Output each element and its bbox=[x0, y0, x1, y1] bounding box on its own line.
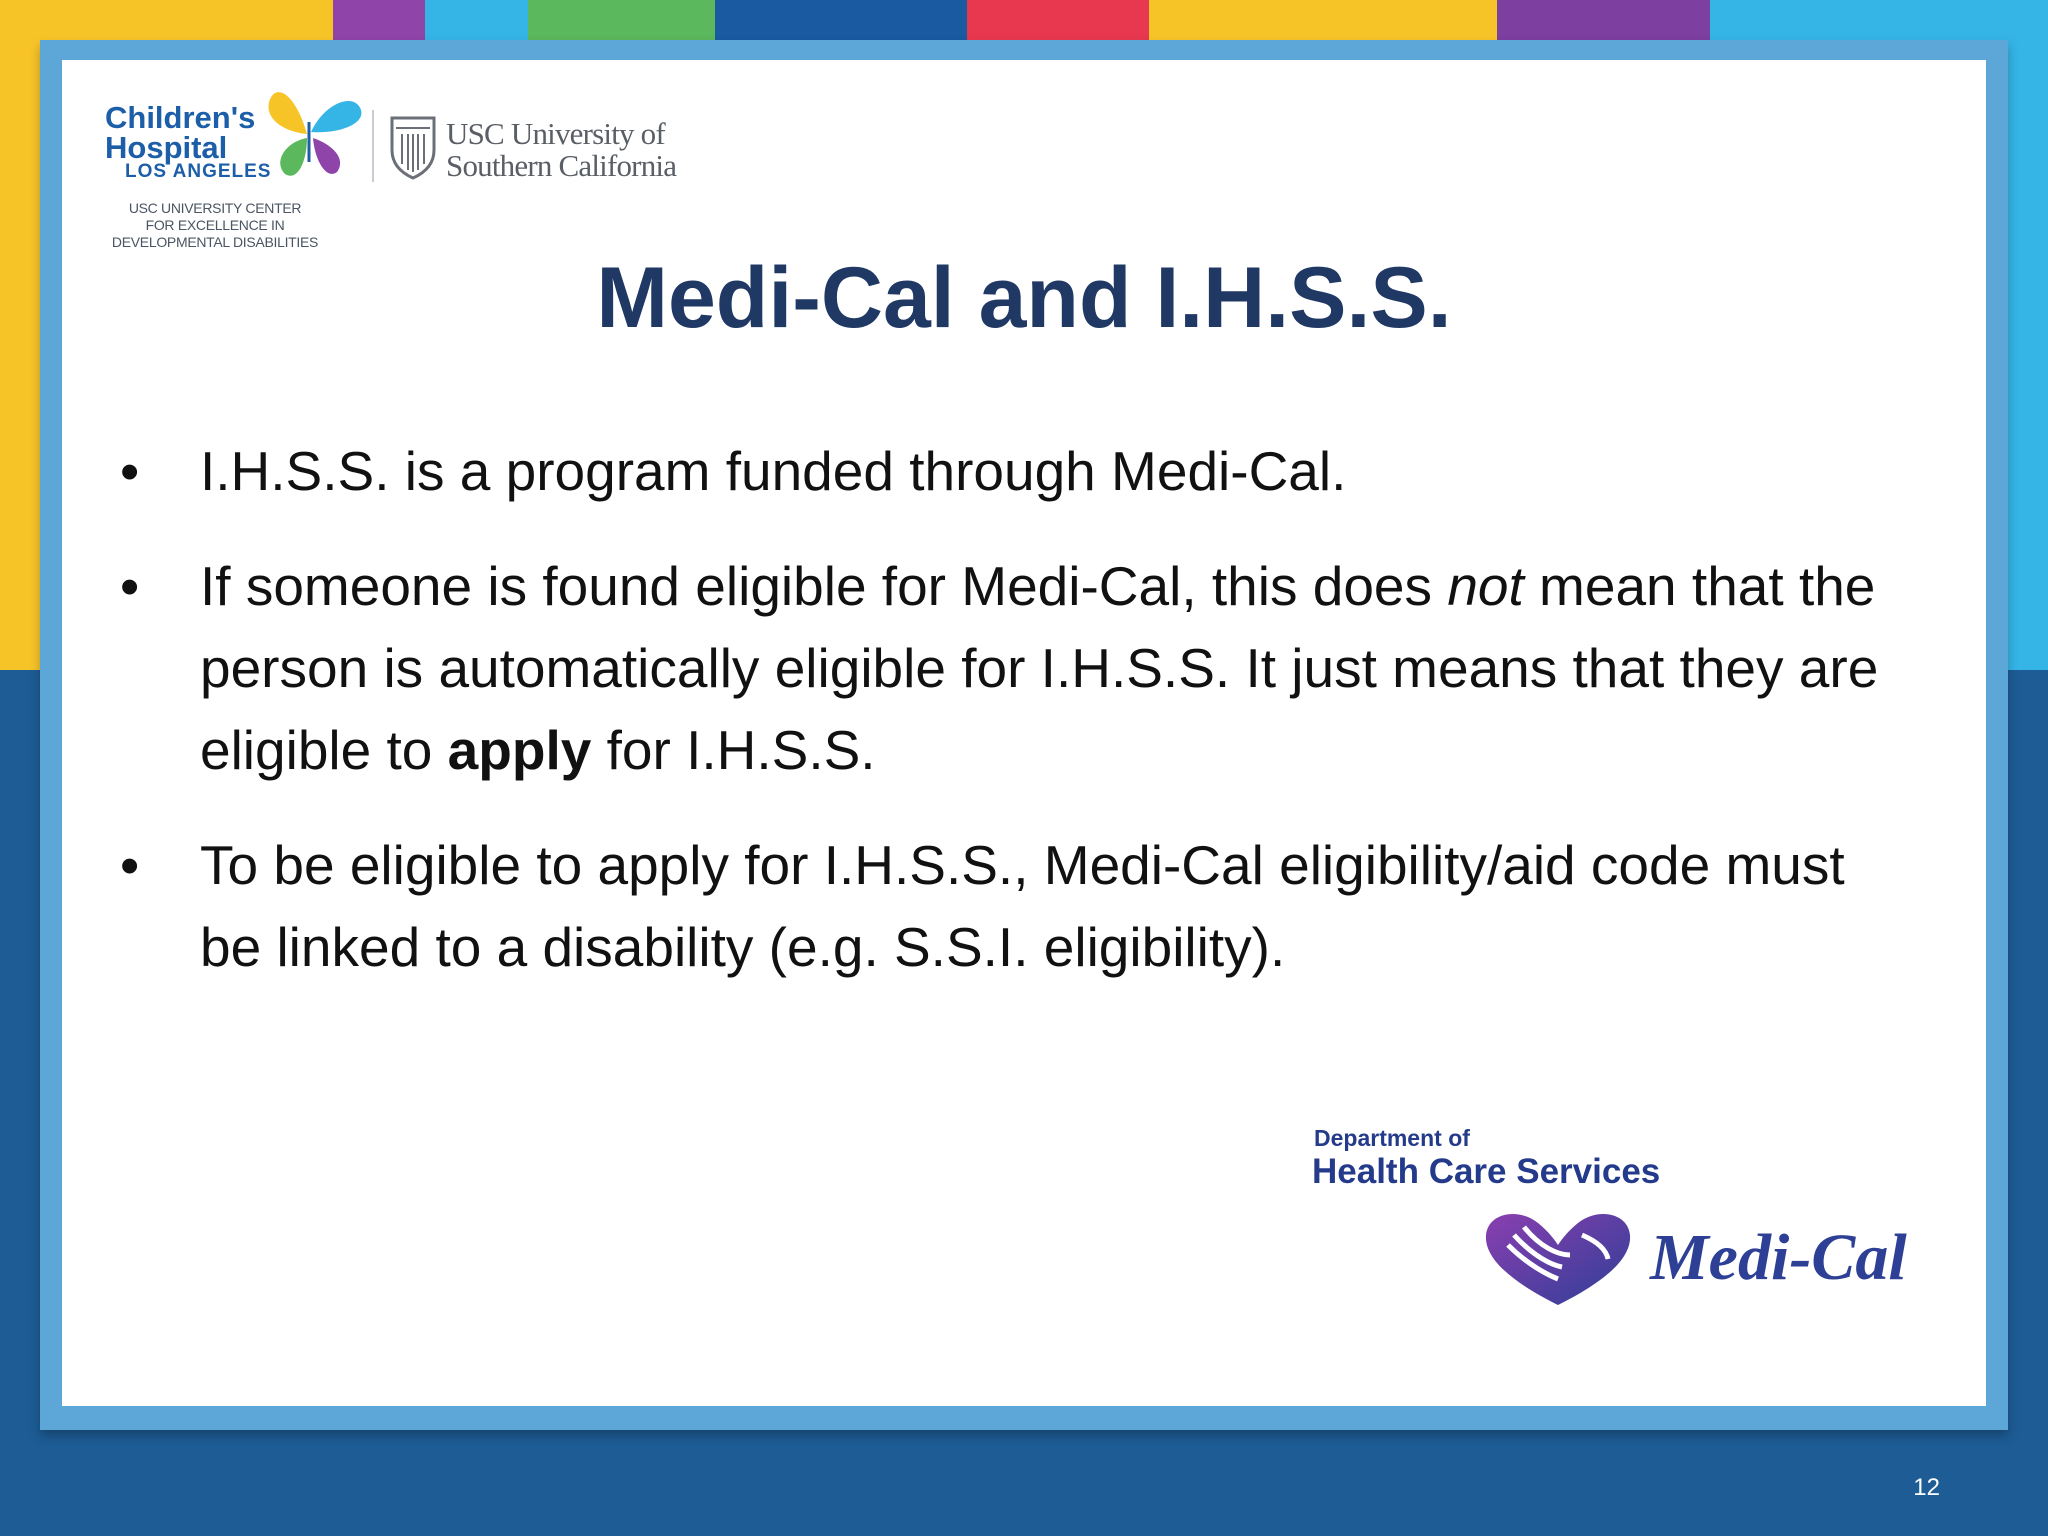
usc-logo-line1: USC University of bbox=[446, 116, 665, 151]
usc-logo-line2: Southern California bbox=[446, 148, 677, 183]
logo-divider bbox=[372, 110, 374, 182]
bullet-text-part: mean that the person is automatically eligible for I.H.S.S. It just means that they are eligible to bbox=[200, 555, 1879, 781]
chla-logo-line3: LOS ANGELES bbox=[125, 161, 272, 182]
bullet-item bbox=[120, 545, 1920, 791]
chla-logo bbox=[105, 82, 365, 258]
chla-subtitle-line1: USC UNIVERSITY CENTER bbox=[128, 200, 302, 216]
bullet-text-part: not bbox=[1447, 555, 1524, 617]
chla-subtitle-line2: FOR EXCELLENCE IN bbox=[145, 217, 285, 233]
bullet-item bbox=[120, 824, 1920, 988]
butterfly-icon bbox=[255, 82, 365, 182]
bullet-item bbox=[120, 430, 1920, 512]
bullet-list bbox=[120, 430, 1920, 1021]
slide-title: Medi-Cal and I.H.S.S. bbox=[596, 250, 1452, 346]
usc-logo bbox=[388, 112, 708, 186]
bullet-dot: • bbox=[120, 555, 140, 617]
chla-logo-line1: Children's bbox=[105, 100, 256, 135]
chla-logo-line2: Hospital bbox=[105, 130, 228, 165]
dhcs-name-label: Health Care Services bbox=[1312, 1152, 1661, 1191]
dhcs-department-label: Department of bbox=[1314, 1125, 1470, 1151]
bullet-text-part: I.H.S.S. is a program funded through Medi-Cal. bbox=[200, 440, 1347, 502]
dhcs-medi-cal-logo bbox=[1310, 1125, 1910, 1325]
page-number: 12 bbox=[1913, 1474, 1940, 1501]
medi-cal-wordmark: Medi-Cal bbox=[1650, 1221, 1907, 1294]
chla-subtitle-line3: DEVELOPMENTAL DISABILITIES bbox=[111, 234, 319, 250]
bullet-text-part: If someone is found eligible for Medi-Cal, this does bbox=[200, 555, 1448, 617]
heart-hands-icon bbox=[1478, 1205, 1638, 1315]
bullet-text-part: To be eligible to apply for I.H.S.S., Medi-Cal eligibility/aid code must be linked to a disability (e.g. S.S.I. eligibility). bbox=[200, 834, 1845, 978]
bullet-text-part: apply bbox=[447, 719, 592, 781]
usc-seal-icon bbox=[388, 114, 438, 180]
bullet-dot: • bbox=[120, 834, 140, 896]
bullet-dot: • bbox=[120, 440, 140, 502]
bullet-text-part: for I.H.S.S. bbox=[591, 719, 876, 781]
